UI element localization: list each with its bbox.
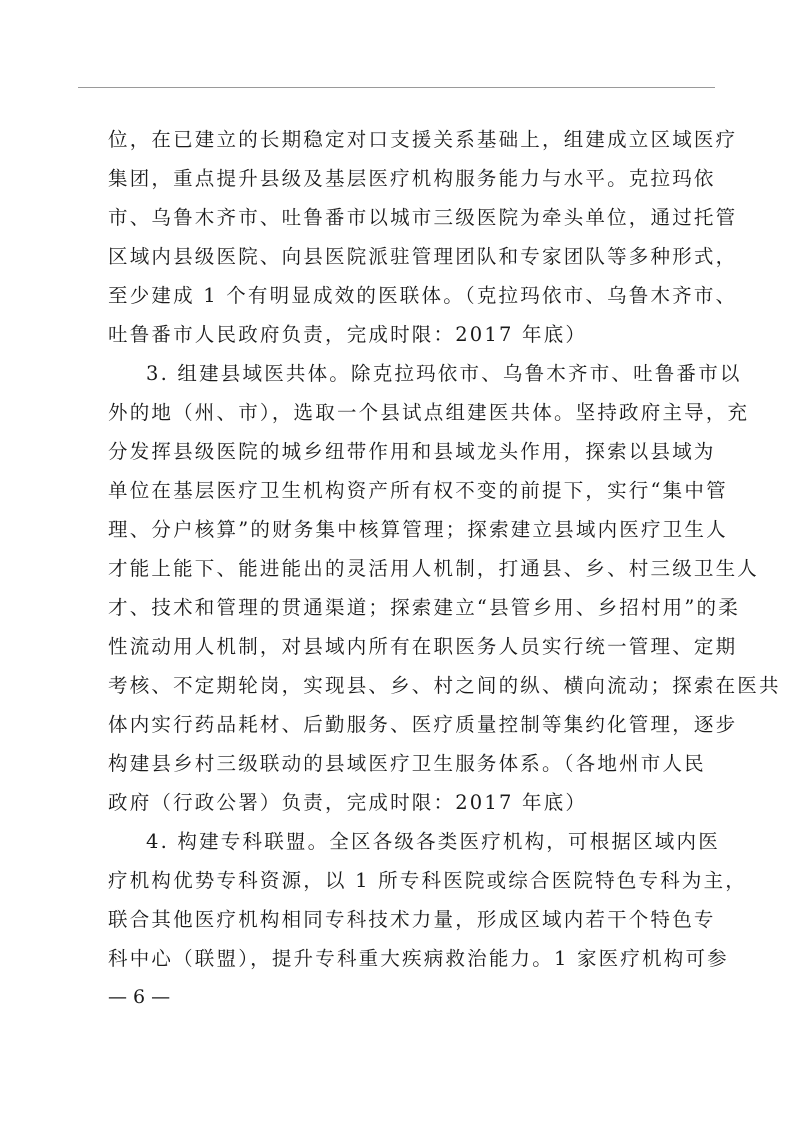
text-line: 分发挥县级医院的城乡纽带作用和县域龙头作用，探索以县域为 [108,440,716,463]
text-line: 市、乌鲁木齐市、吐鲁番市以城市三级医院为牵头单位，通过托管 [108,206,738,229]
text-line: 才、技术和管理的贯通渠道；探索建立“县管乡用、乡招村用”的柔 [108,596,740,619]
text-line: 构建县乡村三级联动的县域医疗卫生服务体系。（各地州市人民 [108,752,706,775]
header-rule [78,87,715,88]
paragraph-start: 4. 构建专科联盟。全区各级各类医疗机构，可根据区域内医 [146,830,720,853]
text-line: 政府（行政公署）负责，完成时限：2017 年底） [108,791,588,814]
text-line: 至少建成 1 个有明显成效的医联体。（克拉玛依市、乌鲁木齐市、 [108,284,738,307]
text-line: 单位在基层医疗卫生机构资产所有权不变的前提下，实行“集中管 [108,479,728,502]
text-line: 区域内县级医院、向县医院派驻管理团队和专家团队等多种形式， [108,245,738,268]
page-number: — 6 — [108,986,171,1008]
text-line: 外的地（州、市），选取一个县试点组建医共体。坚持政府主导，充 [108,401,750,424]
text-line: 性流动用人机制，对县域内所有在职医务人员实行统一管理、定期 [108,635,738,658]
text-line: 联合其他医疗机构相同专科技术力量，形成区域内若干个特色专 [108,908,716,931]
text-line: 疗机构优势专科资源，以 1 所专科医院或综合医院特色专科为主， [108,869,748,892]
text-line: 位，在已建立的长期稳定对口支援关系基础上，组建成立区域医疗 [108,128,738,151]
text-line: 体内实行药品耗材、后勤服务、医疗质量控制等集约化管理，逐步 [108,713,738,736]
text-line: 集团，重点提升县级及基层医疗机构服务能力与水平。克拉玛依 [108,167,716,190]
text-line: 考核、不定期轮岗，实现县、乡、村之间的纵、横向流动；探索在医共 [108,674,781,697]
text-line: 科中心（联盟），提升专科重大疾病救治能力。1 家医疗机构可参 [108,947,729,970]
text-line: 吐鲁番市人民政府负责，完成时限：2017 年底） [108,323,588,346]
text-line: 才能上能下、能进能出的灵活用人机制，打通县、乡、村三级卫生人 [108,557,760,580]
paragraph-start: 3. 组建县域医共体。除克拉玛依市、乌鲁木齐市、吐鲁番市以 [146,362,742,385]
text-line: 理、分户核算”的财务集中核算管理；探索建立县域内医疗卫生人 [108,518,728,541]
